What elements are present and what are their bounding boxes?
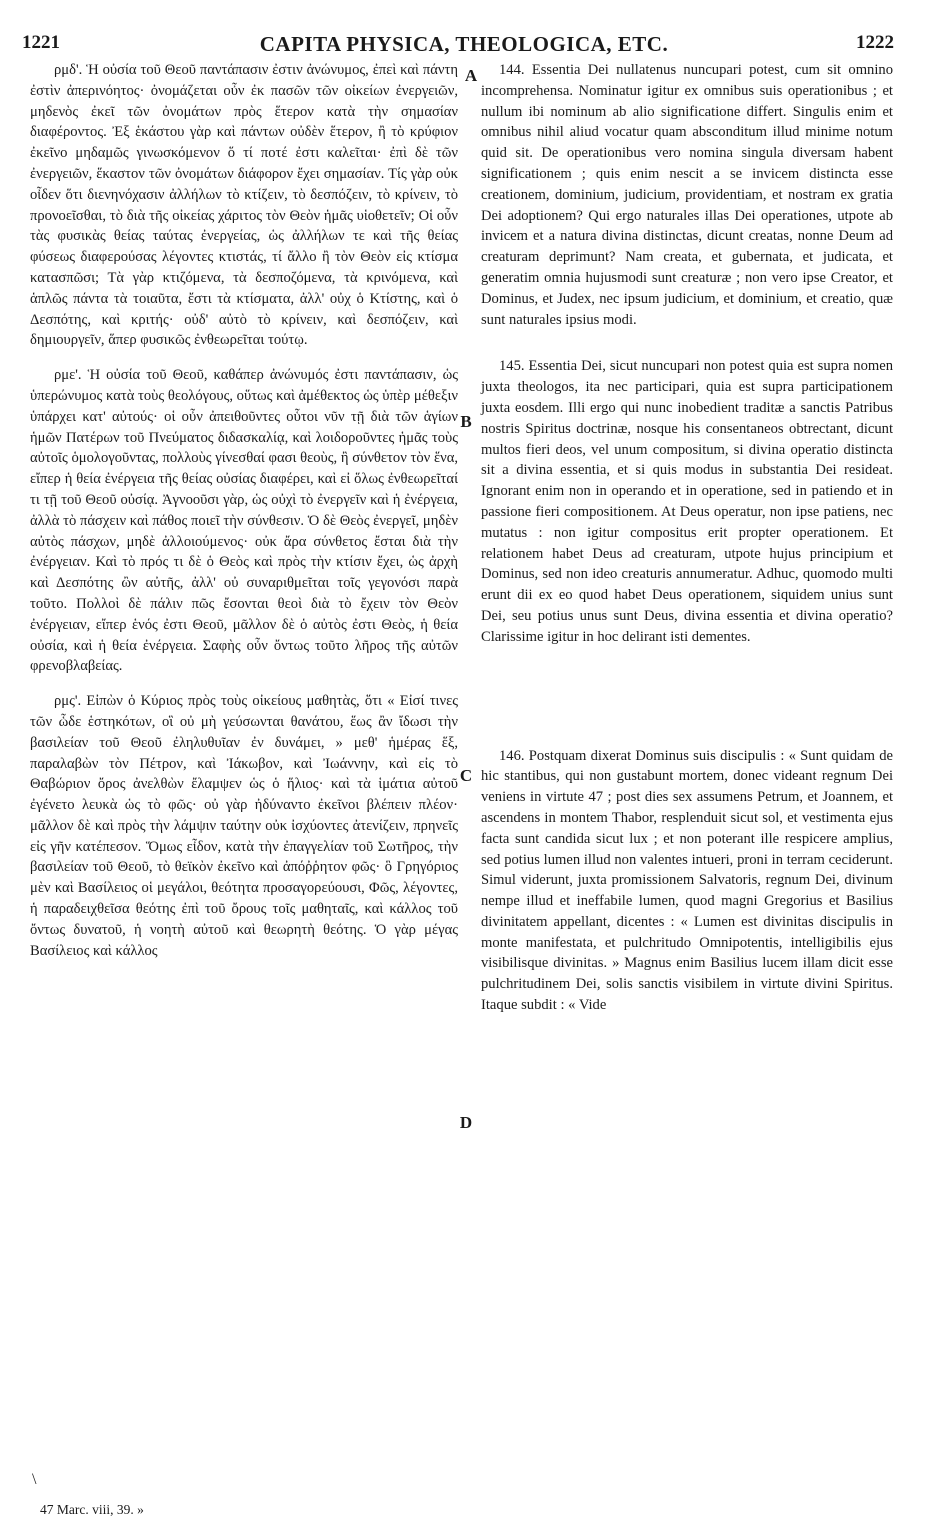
- section-marker-b: B: [460, 412, 472, 431]
- margin-mark: \: [32, 1471, 37, 1488]
- section-marker-c: C: [459, 766, 473, 785]
- page-number-left: 1221: [22, 32, 60, 53]
- page-number-right: 1222: [856, 32, 894, 53]
- greek-chapter-144: ρμδ'. Ἡ οὐσία τοῦ Θεοῦ παντάπασιν ἐστιν ἀνώνυμος, ἐπεὶ καὶ πάντη ἐστὶν ἀπερινόητος· ὀνομάζεται οὖν ἐκ πασῶν τῶν οἰκείων ἐνεργειῶν, μηδενὸς ἐκεῖ τῶν ὀνομάτων πρὸς ἕτερον κατὰ τὴν σημασίαν διαφέροντος. Ἐξ ἑκάστου γὰρ καὶ πάντων οὐδὲν ἕτερον, ἢ τὸ κρύφιον ἐκεῖνο μηδαμῶς γινωσκόμενον ὅ τί ποτέ ἐστι καλεῖται· ἐπὶ δὲ τῶν ἐνεργειῶν, ἕκαστον τῶν ὀνομάτων διάφορον ἔχει σημασίαν. Τίς γὰρ οὐκ οἶδεν ὅτι διενηνόχασιν ἀλλήλων τὸ κτίζειν, τὸ δεσπόζειν, τὸ κρίνειν, τὸ προνοεῖσθαι, τὸ διὰ τῆς οἰκείας χάριτος τὸν Θεὸν ἡμᾶς υἱοθετεῖν; Οἱ οὖν τὰς φυσικὰς θείας ταύτας ἐνεργείας, ὡς ἀλλήλων τε καὶ τῆς θείας φύσεως διαφερούσας λέγοντες κτιστάς, τί ἄλλο ἢ τὸν Θεὸν εἰς κτίσμα κατασπῶσι; Τὰ γὰρ κτιζόμενα, τὰ δεσποζόμενα, τὰ κρινόμενα, καὶ ἁπλῶς πάντα τὰ τοιαῦτα, ἔστι τὰ κτίσματα, ἀλλ' οὐχ ὁ Κτίστης, καὶ ὁ Δεσπότης, καὶ κριτής· οὐδ' αὐτὸ τὸ κρίνειν, καὶ δεσπόζειν, καὶ δημιουργεῖν, ἅπερ φυσικῶς ἐνθεωρεῖται τούτῳ.: [30, 62, 458, 349]
- latin-chapter-145: 145. Essentia Dei, sicut nuncupari non potest quia est supra nomen juxta theologos, ita nec participari, quia est supra participationem juxta eosdem. Illi ergo qui nunc inobedient traditæ a sanctis Patribus nostris Spiritus doctrinæ, nosque his consentaneos obtrectant, dicunt multos fieri deos, vel unum compositum, si divina operatio distincta sit a divina essentia, et si quis modus in substantia Dei resideat. Ignorant enim non in operando et in operatione, sed in patiendo et in passione fieri compositionem. At Deus operatur, non ipse patiens, nec mutatus : non igitur compositus erit propter operationem. Et relationem habet Deus ad creaturam, utpote hujus principium et Dominus, sed non ideo creaturis annumeratur. Adhuc, quomodo multi erunt dii ex eo quod habet Deus operationem, siquidem unius sunt Dei, seu potius unus sunt Deus, divina essentia et divina operatio? Clarissime igitur in hoc delirant isti dementes.: [481, 358, 893, 645]
- running-header: [0, 30, 928, 60]
- section-marker-a: A: [464, 66, 478, 85]
- footnote: 47 Marc. viii, 39. »: [40, 1502, 144, 1517]
- latin-chapter-146: 146. Postquam dixerat Dominus suis discipulis : « Sunt quidam de hic stantibus, qui non gustabunt mortem, donec videant regnum Dei veniens in virtute 47 ; post dies sex assumens Petrum, et Joannem, et ascendens in montem Thabor, resplenduit sicut sol, et vestimenta ejus facta sunt candida sicut lux ; et non poterant ille respicere amplius, sed potius lumen illud non valentes intueri, proni in terram ceciderunt. Simul viderunt, juxta promissionem Salvatoris, regnum Dei, divinum nempe illud et ineffabile lumen, quod magni Gregorius et Basilius divinitatem appellant, dicentes : « Lumen est divinitas discipulis in monte manifestata, et pulchritudo Omnipotentis, intelligibilis ejus visibilisque divinitas. » Magnus enim Basilius lucem illam dicit esse pulchritudinem Dei, solis sanctis visibilem in virtute divini Spiritus. Itaque subdit : « Vide: [481, 747, 893, 1014]
- section-marker-d: D: [459, 1113, 473, 1132]
- greek-chapter-146: ρμς'. Εἰπὼν ὁ Κύριος πρὸς τοὺς οἰκείους μαθητὰς, ὅτι « Εἰσί τινες τῶν ὧδε ἑστηκότων, οἳ οὐ μὴ γεύσωνται θανάτου, ἕως ἂν ἴδωσι τὴν βασιλείαν τοῦ Θεοῦ ἐληλυθυῖαν ἐν δυνάμει, » μεθ' ἡμέρας ἕξ, παραλαβὼν τὸν Πέτρον, καὶ Ἰάκωβον, καὶ Ἰωάννην, καὶ εἰς τὸ Θαβώριον ὄρος ἀνελθὼν ἔλαμψεν ὡς ὁ ἥλιος· καὶ τὰ ἱμάτια αὐτοῦ ἐγένετο λευκὰ ὡς τὸ φῶς· οὐ γὰρ ἠδύναντο ἐκεῖνοι βλέπειν πλέον· μᾶλλον δὲ καὶ πρὸς τὴν λάμψιν ταύτην οὐκ ἰσχύοντες ἀτενίζειν, πρηνεῖς εἰς γῆν κατέπεσον. Ὅμως εἶδον, κατὰ τὴν ἐπαγγελίαν τοῦ Σωτῆρος, τὴν βασιλείαν τοῦ Θεοῦ, τὸ θεϊκὸν ἐκεῖνο καὶ ἀπόῤῥητον φῶς· ὃ Γρηγόριος μὲν καὶ Βασίλειος οἱ μεγάλοι, θεότητα προσαγορεύουσι, Φῶς, λέγοντες, ἡ παραδειχθεῖσα θεότης ἐπὶ τοῦ ὄρους τοῖς μαθηταῖς, καὶ κάλλος τοῦ ὄντως δυνατοῦ, ἡ νοητὴ αὐτοῦ καὶ θεωρητὴ θεότης. Ὁ γὰρ μέγας Βασίλειος καὶ κάλλος: [30, 693, 458, 959]
- running-title: CAPITA PHYSICA, THEOLOGICA, ETC.: [259, 32, 669, 56]
- latin-column: [481, 60, 893, 1016]
- greek-chapter-145: ρμε'. Ἡ οὐσία τοῦ Θεοῦ, καθάπερ ἀνώνυμός ἐστι παντάπασιν, ὡς ὑπερώνυμος κατὰ τοὺς θεολόγους, οὕτως καὶ ἀμέθεκτος ὡς ὑπὲρ μέθεξιν ὑπάρχει κατ' αὐτούς· οἱ οὖν ἀπειθοῦντες οὗτοι νῦν τῇ διὰ τῶν ἁγίων ἡμῶν Πατέρων τοῦ Πνεύματος διδασκαλίᾳ, καὶ λοιδοροῦντες ἡμᾶς τοὺς αὐτοῖς ὁμολογοῦντας, πολλοὺς γίνεσθαί φασι θεοὺς, ἢ σύνθετον τὸν ἕνα, εἴπερ ἡ θεία ἐνέργεια τῆς θείας οὐσίας διαφέρει, καὶ εἰ ὅλως ἐνθεωρεῖταί τι τῇ τοῦ Θεοῦ οὐσίᾳ. Ἀγνοοῦσι γὰρ, ὡς οὐχὶ τὸ ἐνεργεῖν καὶ ἡ ἐνέργεια, ἀλλὰ τὸ πάσχειν καὶ πάθος ποιεῖ τὴν σύνθεσιν. Ὁ δὲ Θεὸς ἐνεργεῖ, μηδὲν αὐτὸς πάσχων, μηδὲ ἀλλοιούμενος· οὐκ ἄρα σύνθετος ἔσται διὰ τὴν ἐνέργειαν. Καὶ τὸ πρός τι δὲ ὁ Θεὸς καὶ πρὸς τὴν κτίσιν ἔχει, ὡς ἀρχὴ καὶ Δεσπότης ὢν αὐτῆς, ἀλλ' οὐ συναριθμεῖται τοῖς γεγονόσι παρὰ τοῦτο. Πολλοὶ δὲ πάλιν πῶς ἔσονται θεοὶ διὰ τὸ ἔχειν τὸν Θεὸν ἐνέργειαν, εἴπερ ἑνός ἐστι Θεοῦ, μᾶλλον δὲ ὁ αὐτὸς ἐστι Θεὸς, ἡ θεία οὐσία, καὶ ἡ θεία ἐνέργεια. Σαφὴς οὖν ὄντως τοῦτο λῆρος τῆς αὐτῶν φρενοβλαβείας.: [30, 367, 458, 675]
- greek-column: [30, 60, 458, 961]
- latin-chapter-144: 144. Essentia Dei nullatenus nuncupari potest, cum sit omnino incomprehensa. Nominatur igitur ex omnibus suis operationibus ; et nullum ibi nominum ab alio significatione differt. Singulis enim et omnibus nihil aliud vocatur quam absconditum illud minime notum quid sit. De operationibus vero nomina singula diversam habent significationem ; quis enim nescit a se invicem distincta esse creationem, dominium, judicium, providentiam, et nostram ex gratia Dei adoptionem? Qui ergo naturales illas Dei operationes, utpote ab invicem et a natura divina distinctas, dicunt creatas, nonne Deum ad creaturam deprimunt? Nam creata, et gubernata, et judicata, et generatim omnia hujusmodi sunt creaturæ ; non vero ipse Creator, et Dominus, et Judex, nec ipsum judicium, et dominium, et creatio, quæ sunt naturales ipsius modi.: [481, 62, 893, 328]
